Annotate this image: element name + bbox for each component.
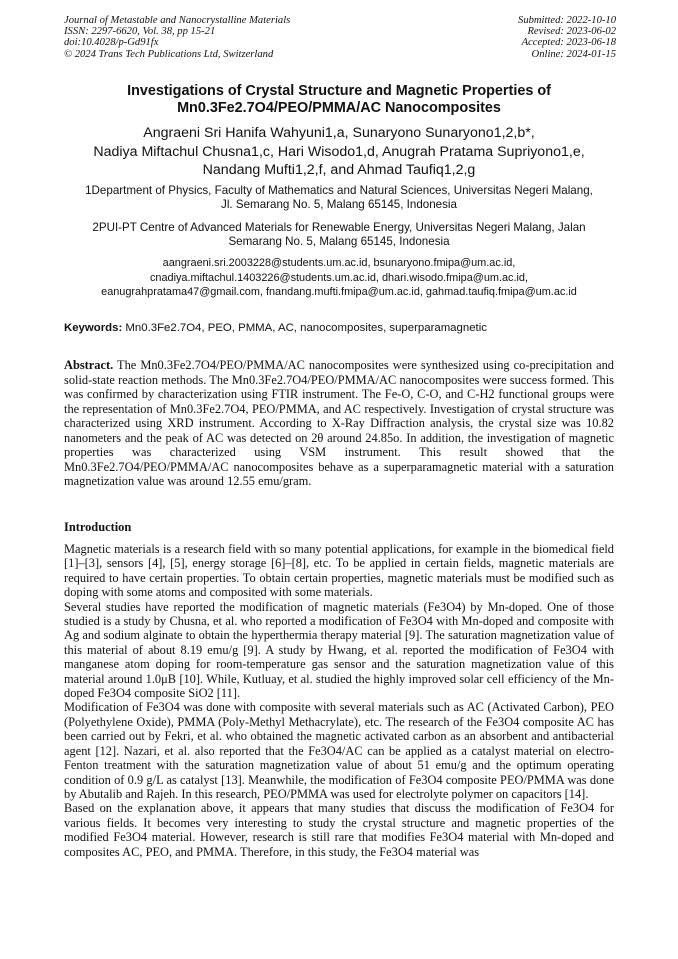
date-online: Online: 2024-01-15: [531, 48, 616, 60]
paper-title-line1: Investigations of Crystal Structure and Magnetic Properties of: [127, 83, 551, 99]
author-emails: [40, 256, 638, 300]
affiliation-2-line1: 2PUI-PT Centre of Advanced Materials for Renewable Energy, Universitas Negeri Malang, Jalan: [92, 221, 586, 234]
abstract-label: Abstract.: [64, 358, 114, 372]
journal-header-right: [518, 15, 616, 60]
affiliation-2-line2: Semarang No. 5, Malang 65145, Indonesia: [228, 235, 450, 249]
authors-line1: Angraeni Sri Hanifa Wahyuni1,a, Sunaryono Sunaryono1,2,b*,: [143, 125, 535, 141]
journal-header-left: [64, 15, 290, 60]
journal-copyright: © 2024 Trans Tech Publications Ltd, Switzerland: [64, 48, 274, 60]
abstract-text: The Mn0.3Fe2.7O4/PEO/PMMA/AC nanocomposites were synthesized using co-precipitation and solid-state reaction methods. The Mn0.3Fe2.7O4/PEO/PMMA/AC nanocomposites were success formed. This was confirmed by characterization using FTIR instrument. The Fe-O, C-O, and C-H2 functional groups were the representation of Mn0.3Fe2.7O4, PEO/PMMA, and AC respectively. Investigation of crystal structure was characterized using XRD instrument. According to X-Ray Diffraction analysis, the crystal size was 10.82 nanometers and the peak of AC was detected on 2θ around 24.85o. In addition, the investigation of magnetic properties was characterized using VSM instrument. This result showed that the Mn0.3Fe2.7O4/PEO/PMMA/AC nanocomposites behave as a superparamagnetic material with a saturation magnetization value was around 12.55 emu/gram.: [64, 358, 614, 488]
keywords: [64, 321, 487, 335]
intro-paragraph-2: Several studies have reported the modification of magnetic materials (Fe3O4) by Mn-doped. One of those studied is a study by Chusna, et al. who reported a modification of Fe3O4 with Mn-doped and composite with Ag and sodium alginate to obtain the hyperthermia therapy material [9]. The saturation magnetization value of this material of about 8.19 emu/g [9]. A study by Hwang, et al. reported the modification of Fe3O4 with manganese atom doping for room-temperature gas sensor and the saturation magnetization value of this material around 1.0μB [10]. While, Kutluay, et al. studied the highly improved solar cell efficiency of the Mn-doped Fe3O4 composite SiO2 [11].: [64, 599, 614, 701]
abstract: [64, 358, 614, 489]
author-list: [40, 124, 638, 180]
journal-issn: ISSN: 2297-6620, Vol. 38, pp 15-21: [64, 26, 216, 38]
paper-title: [40, 83, 638, 117]
date-accepted: Accepted: 2023-06-18: [521, 37, 616, 49]
authors-line3: Nandang Mufti1,2,f, and Ahmad Taufiq1,2,g: [202, 162, 476, 179]
paper-title-line2: Mn0.3Fe2.7O4/PEO/PMMA/AC Nanocomposites: [177, 100, 501, 116]
date-submitted: Submitted: 2022-10-10: [518, 15, 616, 26]
intro-paragraph-1: Magnetic materials is a research field with so many potential applications, for example in the biomedical field [1]–[3], sensors [4], [5], energy storage [6]–[8], etc. To be applied in certain fields, magnetic materials are required to have certain properties. To obtain certain properties, magnetic materials must be modified such as doping with some atoms and composited with some materials.: [64, 542, 614, 600]
affiliation-1-line2: Jl. Semarang No. 5, Malang 65145, Indonesia: [221, 198, 457, 212]
journal-name: Journal of Metastable and Nanocrystalline Materials: [64, 15, 291, 26]
keywords-label: Keywords:: [64, 322, 123, 334]
introduction-heading: Introduction: [64, 520, 132, 534]
emails-line2[interactable]: cnadiya.miftachul.1403226@students.um.ac.id, dhari.wisodo.fmipa@um.ac.id,: [149, 271, 529, 284]
introduction-body: [64, 542, 614, 859]
journal-doi[interactable]: doi:10.4028/p-Gd91fx: [64, 37, 159, 49]
affiliation-1-line1: 1Department of Physics, Faculty of Mathematics and Natural Sciences, Universitas Negeri Malang,: [85, 184, 593, 197]
emails-line1[interactable]: aangraeni.sri.2003228@students.um.ac.id, bsunaryono.fmipa@um.ac.id,: [162, 257, 516, 269]
emails-line3[interactable]: eanugrahpratama47@gmail.com, fnandang.mufti.fmipa@um.ac.id, gahmad.taufiq.fmipa@um.ac.id: [101, 286, 577, 299]
intro-paragraph-3: Modification of Fe3O4 was done with composite with several materials such as AC (Activated Carbon), PEO (Polyethylene Oxide), PMMA (Poly-Methyl Methacrylate), etc. The research of the Fe3O4 composite AC has been carried out by Fekri, et al. who obtained the magnetic activated carbon as an absorbent and antibacterial agent [12]. Nazari, et al. also reported that the Fe3O4/AC can be applied as a catalyst material on electro-Fenton treatment with the saturation magnetization value of about 51 emu/g and the optimum operating condition of 0.9 g/L as catalyst [13]. Meanwhile, the modification of Fe3O4 composite PEO/PMMA was done by Abutalib and Rajeh. In this research, PEO/PMMA was used for electrolyte polymer on capacitors [14].: [64, 700, 614, 801]
intro-paragraph-4: Based on the explanation above, it appears that many studies that discuss the modification of Fe3O4 for various fields. It becomes very interesting to study the crystal structure and magnetic properties of the modified Fe3O4 material. However, research is still rare that modifies Fe3O4 material with Mn-doped and composites AC, PEO, and PMMA. Therefore, in this study, the Fe3O4 material was: [64, 801, 614, 859]
affiliation-2: [50, 221, 628, 250]
affiliation-1: [50, 184, 628, 213]
keywords-text: Mn0.3Fe2.7O4, PEO, PMMA, AC, nanocomposites, superparamagnetic: [125, 322, 487, 334]
date-revised: Revised: 2023-06-02: [527, 26, 616, 38]
authors-line2: Nadiya Miftachul Chusna1,c, Hari Wisodo1,d, Anugrah Pratama Supriyono1,e,: [93, 143, 585, 160]
